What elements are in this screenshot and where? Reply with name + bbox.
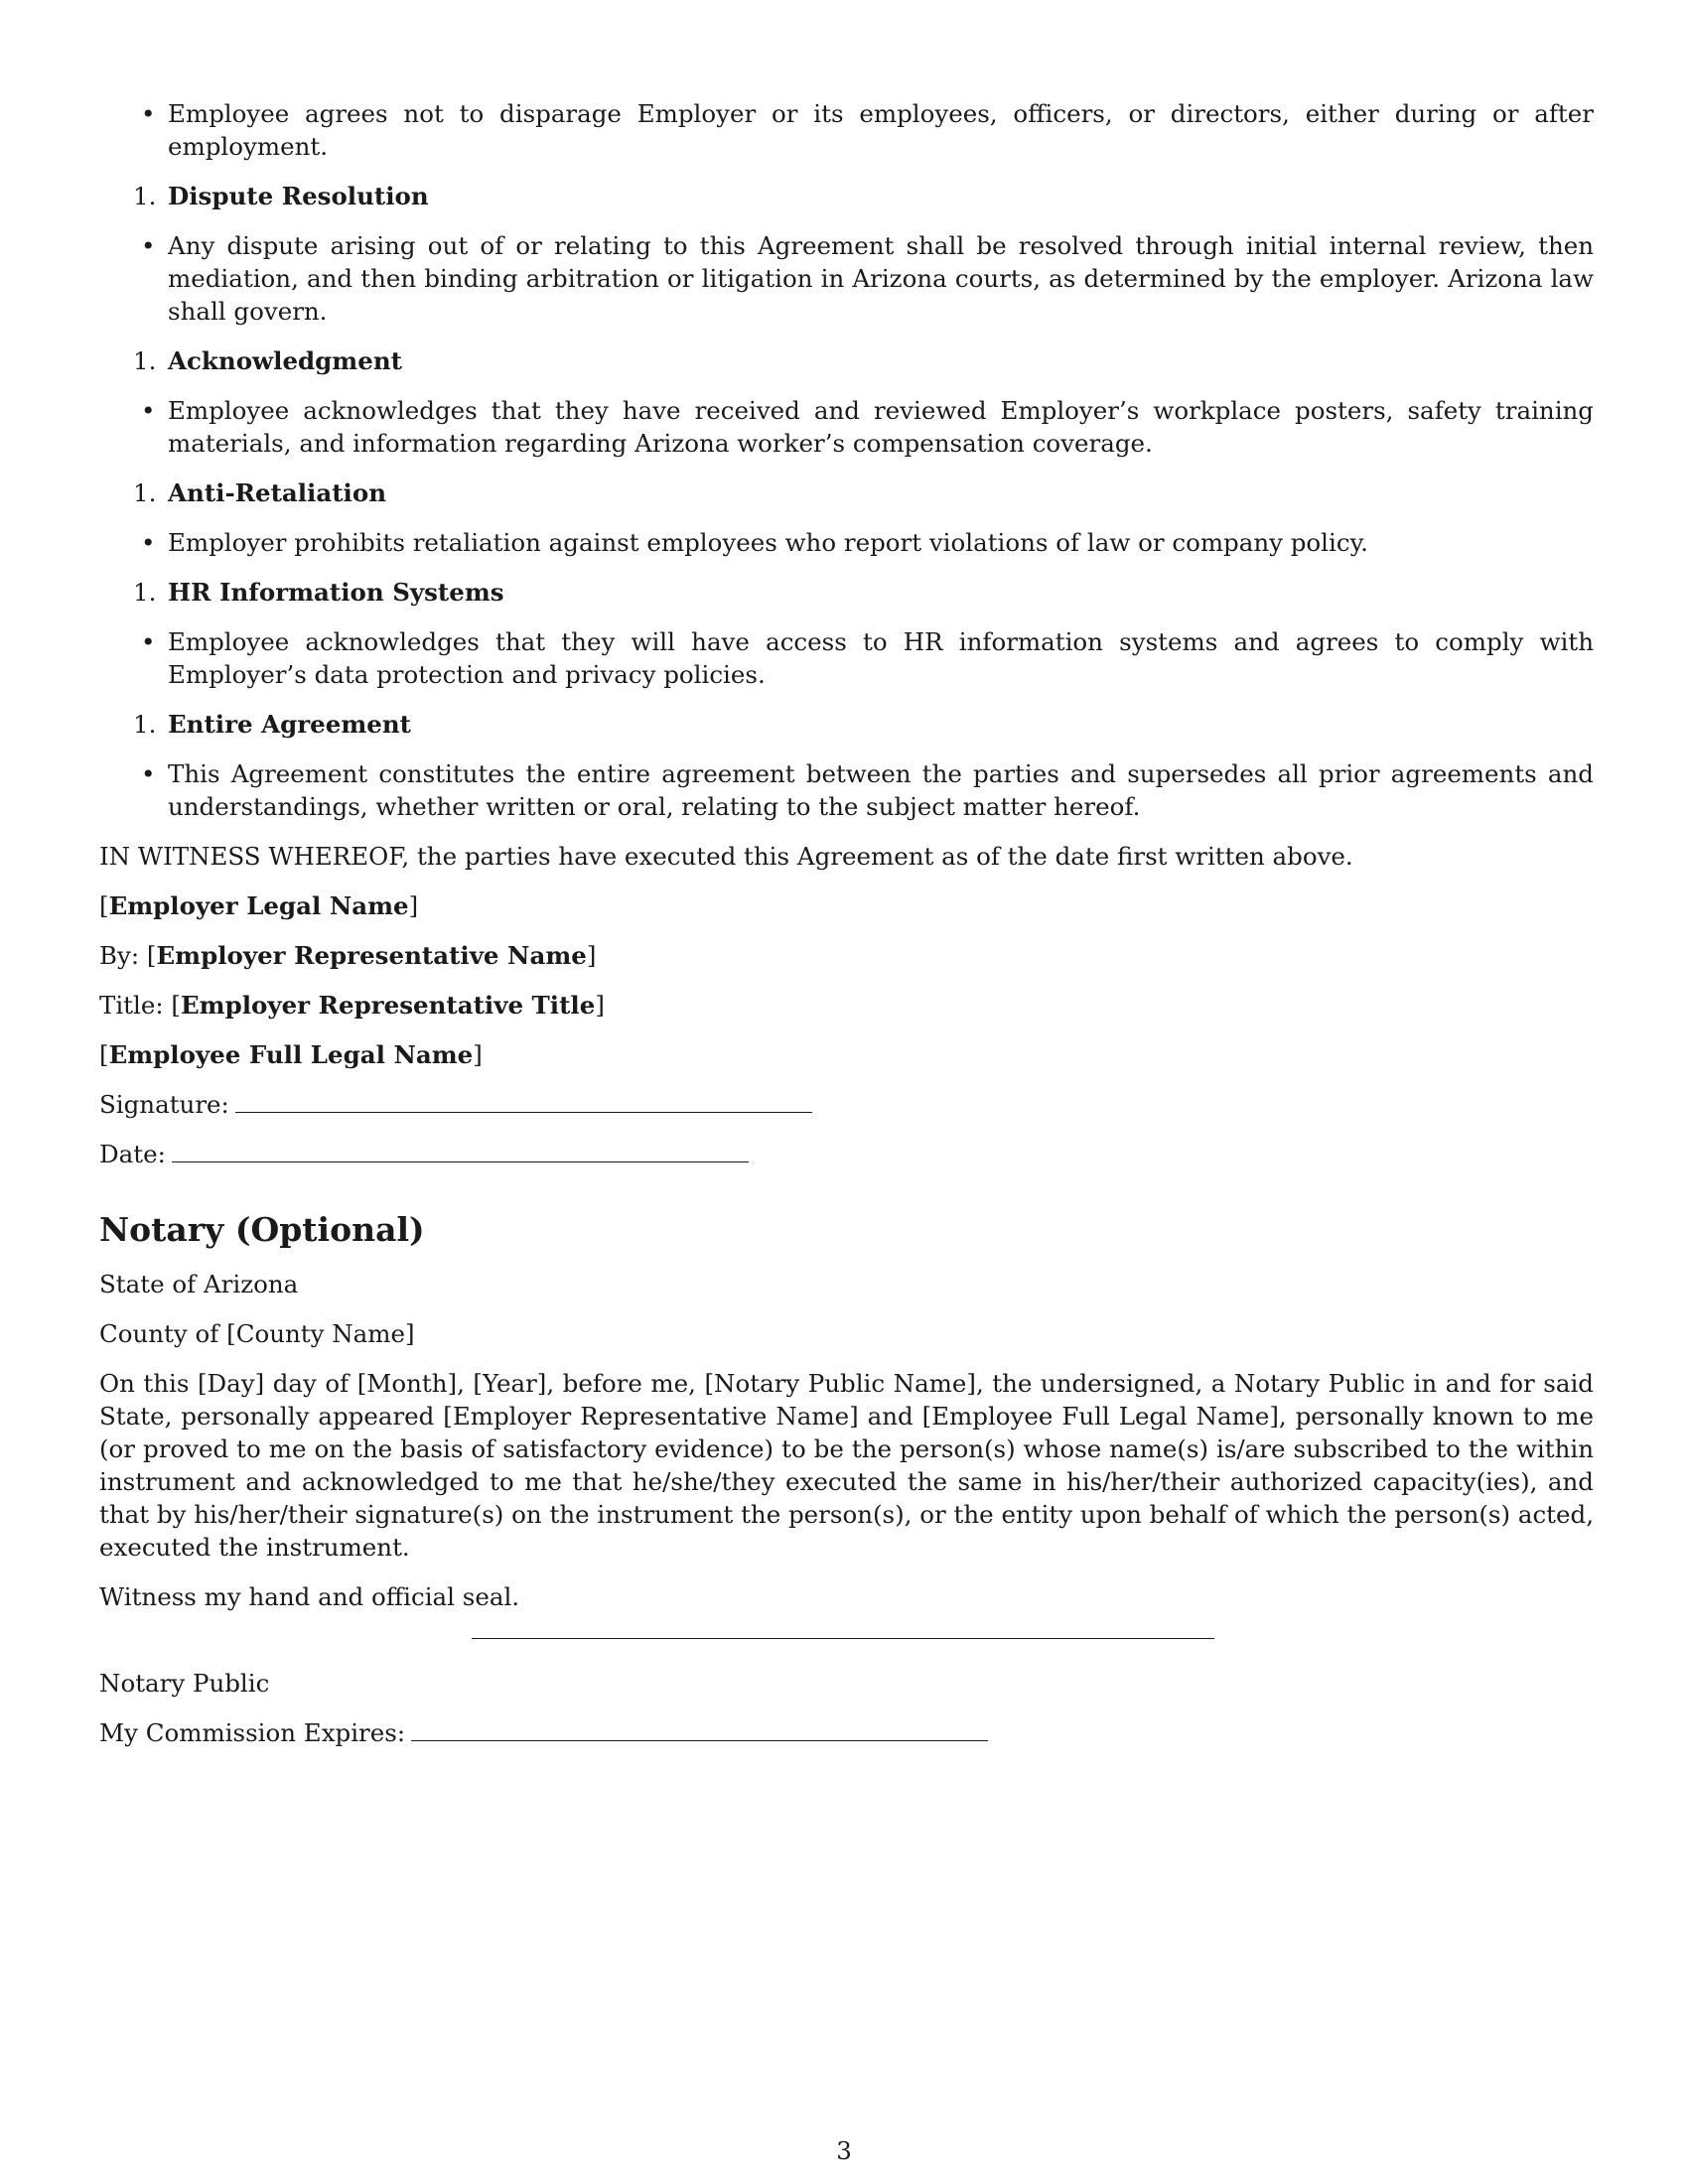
notary-body: On this [Day] day of [Month], [Year], before me, [Notary Public Name], the undersigned, a Notary Public in and for said State, personally appeared [Employer Representative Name] and [Employee Full Legal Name], personally known to me (or proved to me on the basis of satisfactory evidence) to be the person(s) whose name(s) is/are subscribed to the within instrument and acknowledged to me that he/she/they executed the same in his/her/their authorized capacity(ies), and that by his/her/their signature(s) on the instrument the person(s), or the entity upon behalf of which the person(s) acted, executed the instrument. (99, 1369, 1594, 1562)
clause-item: • Any dispute arising out of or relating to this Agreement shall be resolved through initial internal review, then mediation, and then binding arbitration or litigation in Arizona courts, as determined by the employer. Arizona law shall govern. (141, 231, 1594, 326)
clause-item: • Employee acknowledges that they will have access to HR information systems and agrees to comply with Employer’s data protection and privacy policies. (141, 627, 1594, 689)
employer-rep-title: Employer Representative Title (180, 991, 596, 1020)
notary-signature-blank[interactable] (472, 1638, 1214, 1639)
commission-expires-blank[interactable] (411, 1718, 988, 1741)
section-heading: 1. Entire Agreement (133, 710, 411, 739)
witness-statement: IN WITNESS WHEREOF, the parties have executed this Agreement as of the date first written above. (99, 842, 1353, 871)
notary-heading: Notary (Optional) (99, 1210, 425, 1249)
signature-blank[interactable] (235, 1090, 812, 1113)
bullet-dot: • (141, 231, 156, 260)
section-heading: 1. Acknowledgment (133, 346, 402, 375)
page-number: 3 (836, 2136, 852, 2165)
clause-item: • This Agreement constitutes the entire agreement between the parties and supersedes all prior agreements and understandings, whether written or oral, relating to the subject matter hereof. (141, 759, 1594, 821)
employer-legal-name: Employer Legal Name (108, 891, 409, 920)
document-page (99, 97, 1594, 1766)
section-heading: 1. Anti-Retaliation (133, 478, 387, 507)
bullet-dot: • (141, 396, 156, 425)
title-line: Title: [Employer Representative Title] (99, 991, 605, 1020)
date-line: Date: (99, 1138, 1594, 1170)
signature-line: Signature: (99, 1088, 1594, 1121)
employer-name-line: [Employer Legal Name] (99, 891, 419, 920)
clause-item: • Employee acknowledges that they have received and reviewed Employer’s workplace posters, safety training materials, and information regarding Arizona worker’s compensation coverage. (141, 396, 1594, 458)
clause-item: • Employer prohibits retaliation against employees who report violations of law or company policy. (141, 528, 1368, 557)
notary-county: County of [County Name] (99, 1319, 415, 1348)
by-line: By: [Employer Representative Name] (99, 941, 597, 970)
bullet-dot: • (141, 759, 156, 788)
bullet-dot: • (141, 99, 156, 128)
section-heading: 1. HR Information Systems (133, 578, 504, 607)
employer-rep-name: Employer Representative Name (156, 941, 587, 970)
clause-item: • Employee agrees not to disparage Employer or its employees, officers, or directors, either during or after employment. (141, 99, 1594, 161)
employee-name-line: [Employee Full Legal Name] (99, 1040, 483, 1069)
notary-public-label: Notary Public (99, 1669, 270, 1698)
section-heading: 1. Dispute Resolution (133, 182, 429, 210)
notary-seal-text: Witness my hand and official seal. (99, 1582, 520, 1611)
bullet-dot: • (141, 627, 156, 656)
commission-line: My Commission Expires: (99, 1716, 1594, 1749)
date-blank[interactable] (172, 1140, 749, 1162)
employee-full-legal-name: Employee Full Legal Name (108, 1040, 474, 1069)
notary-state: State of Arizona (99, 1270, 299, 1298)
bullet-dot: • (141, 528, 156, 557)
